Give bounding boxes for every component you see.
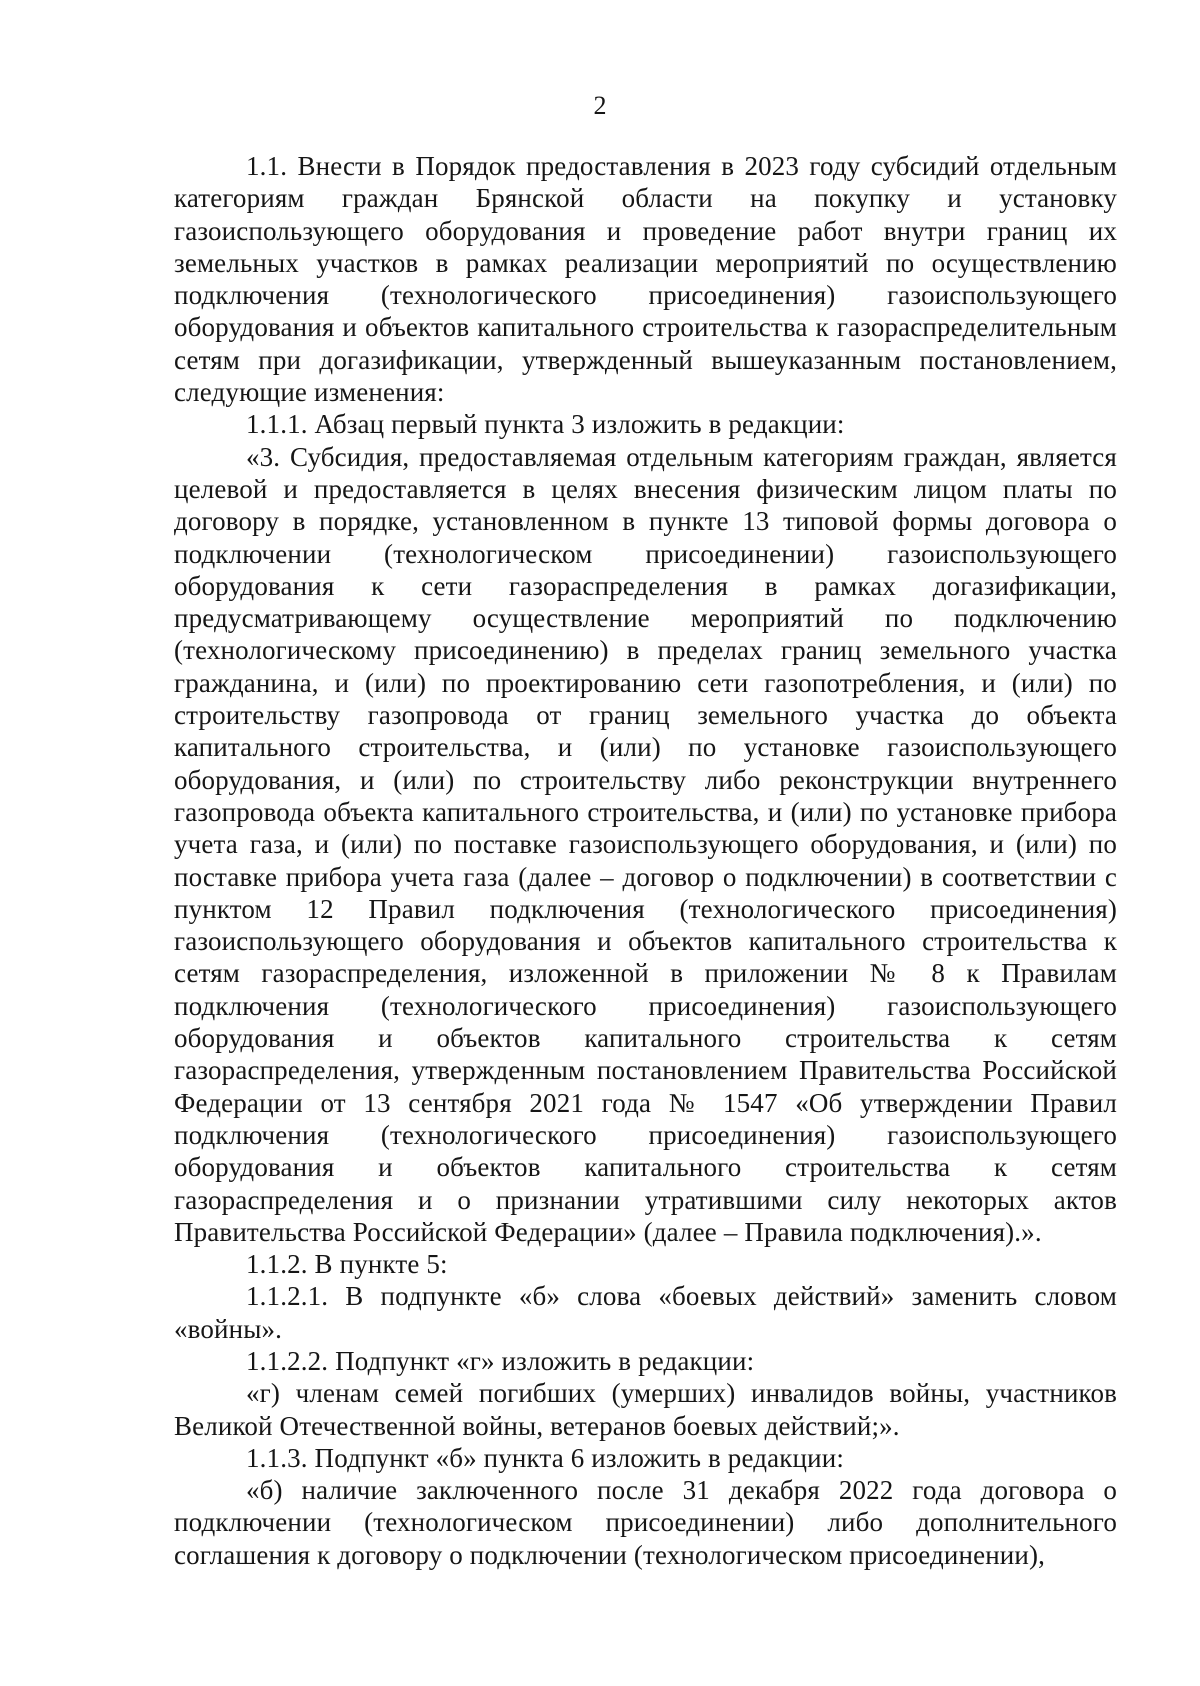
paragraph-clause-3-text: «3. Субсидия, предоставляемая отдельным категориям граждан, является целевой и предоставляется в целях внесения физическим лицом платы по договору в порядке, установленном в пункте 13 типовой формы договора о подключении (технологическом присоединении) газоиспользующего оборудования к сети газораспределения в рамках догазификации, предусматривающему осуществление мероприятий по подключению (технологическому присоединению) в пределах границ земельного участка гражданина, и (или) по проектированию сети газопотребления, и (или) по строительству газопровода от границ земельного участка до объекта капитального строительства, и (или) по установке газоиспользующего оборудования, и (или) по строительству либо реконструкции внутреннего газопровода объекта капитального строительства, и (или) по установке прибора учета газа, и (или) по поставке газоиспользующего оборудования, и (или) по поставке прибора учета газа (далее – договор о подключении) в соответствии с пунктом 12 Правил подключения (технологического присоединения) газоиспользующего оборудования и объектов капитального строительства к сетям газораспределения, изложенной в приложении № 8 к Правилам подключения (технологического присоединения) газоиспользующего оборудования и объектов капитального строительства к сетям газораспределения, утвержденным постановлением Правительства Российской Федерации от 13 сентября 2021 года № 1547 «Об утверждении Правил подключения (технологического присоединения) газоиспользующего оборудования и объектов капитального строительства к сетям газораспределения и о признании утратившими силу некоторых актов Правительства Российской Федерации» (далее – Правила подключения).».	[174, 441, 1117, 1247]
paragraph-1-1-2: 1.1.2. В пункте 5:	[246, 1249, 448, 1280]
paragraph-1-1-3: 1.1.3. Подпункт «б» пункта 6 изложить в редакции:	[246, 1442, 844, 1473]
document-body	[174, 150, 1117, 1571]
paragraph-subclause-g-text: «г) членам семей погибших (умерших) инвалидов войны, участников Великой Отечественной войны, ветеранов боевых действий;».	[174, 1378, 1117, 1441]
page-number: 2	[593, 91, 607, 120]
paragraph-1-1-1: 1.1.1. Абзац первый пункта 3 изложить в редакции:	[246, 409, 845, 440]
paragraph-1-1-2-1: 1.1.2.1. В подпункте «б» слова «боевых действий» заменить словом «войны».	[174, 1281, 1117, 1344]
paragraph-1-1-2-2: 1.1.2.2. Подпункт «г» изложить в редакции:	[246, 1345, 755, 1376]
paragraph-subclause-b-text: «б) наличие заключенного после 31 декабря 2022 года договора о подключении (технологическом присоединении) либо дополнительного соглашения к договору о подключении (технологическом присоединении),	[174, 1475, 1117, 1570]
paragraph-1-1: 1.1. Внести в Порядок предоставления в 2023 году субсидий отдельным категориям граждан Брянской области на покупку и установку газоиспользующего оборудования и проведение работ внутри границ их земельных участков в рамках реализации мероприятий по осуществлению подключения (технологического присоединения) газоиспользующего оборудования и объектов капитального строительства к газораспределительным сетям при догазификации, утвержденный вышеуказанным постановлением, следующие изменения:	[174, 151, 1117, 408]
